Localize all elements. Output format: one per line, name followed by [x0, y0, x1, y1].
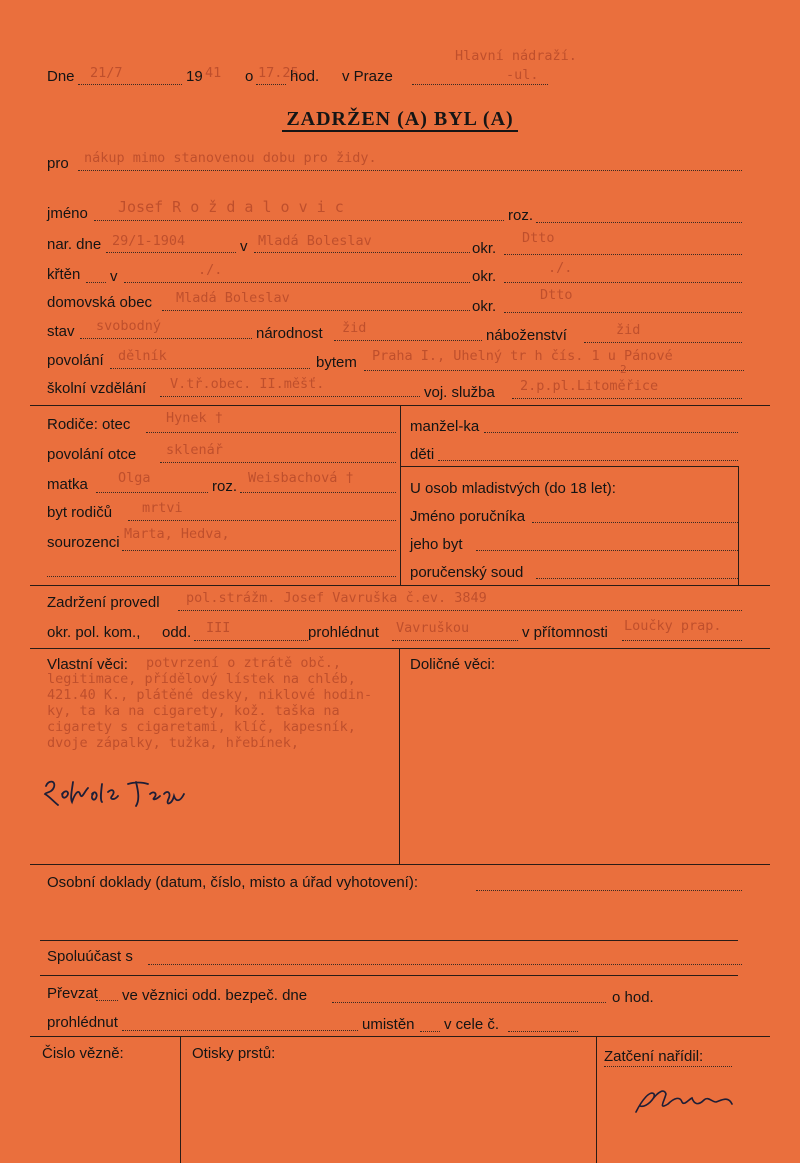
otec-line	[146, 432, 396, 433]
domovska-label: domovská obec	[47, 294, 153, 311]
spoluucast-label: Spoluúčast s	[47, 948, 133, 965]
year-value: 41	[205, 65, 222, 81]
povolani-otce-label: povolání otce	[47, 446, 137, 463]
doklady-label: Osobní doklady (datum, číslo, misto a úřad vyhotovení):	[47, 874, 419, 891]
matka-roz-label: roz.	[212, 478, 238, 495]
v-praze-label: v Praze	[342, 68, 393, 85]
krten-v-label: v	[110, 268, 118, 285]
spoluucast-line	[148, 964, 742, 965]
time-value: 17.25	[258, 65, 299, 81]
prevzat-label: Převzat	[47, 985, 98, 1002]
rule-doklady	[40, 940, 738, 941]
pritomnosti-label: v přítomnosti	[522, 624, 608, 641]
odd-value: III	[206, 620, 231, 636]
cele-label: v cele č.	[444, 1016, 500, 1033]
pro-value: nákup mimo stanovenou dobu pro židy.	[84, 150, 377, 166]
bytem-sup: 2	[620, 363, 627, 376]
pro-line	[78, 170, 742, 171]
povolani-line	[110, 368, 310, 369]
prohlednut-value: Vavruškou	[396, 620, 470, 636]
zatceni-line	[604, 1066, 732, 1067]
rule-bottom-box-top	[30, 1036, 770, 1037]
nar-v-label: v	[240, 238, 248, 255]
zatceni-label: Zatčení nařídil:	[604, 1048, 704, 1065]
deti-line	[438, 460, 738, 461]
jmeno-label: jméno	[47, 205, 88, 222]
pritomnosti-value: Loučky prap.	[624, 618, 722, 634]
voj-label: voj. služba	[424, 384, 495, 401]
bytem-value: Praha I., Uhelný tr h čís. 1 u Pánové	[372, 348, 673, 364]
otec-value: Hynek †	[166, 410, 223, 426]
soud-line	[536, 578, 738, 579]
stav-value: svobodný	[96, 318, 162, 334]
provedl-label: Zadržení provedl	[47, 594, 160, 611]
vlastni-label: Vlastní věci:	[47, 656, 128, 673]
prohlednut2-line	[122, 1030, 358, 1031]
krten-place-line	[124, 282, 470, 283]
okr-pol-label: okr. pol. kom.,	[47, 624, 141, 641]
matka-value: Olga	[118, 470, 151, 486]
prevzat-line	[96, 1000, 118, 1001]
place-line	[412, 84, 548, 85]
veznice-label: ve věznici odd. bezpeč. dne	[122, 987, 308, 1004]
odd-label: odd.	[162, 624, 192, 641]
povolani-label: povolání	[47, 352, 104, 369]
krten-okr-line	[504, 282, 742, 283]
veznice-line	[332, 1002, 606, 1003]
nar-place-value: Mladá Boleslav	[258, 233, 372, 249]
item-line: 421.40 K., plátěné desky, niklové hodin-	[47, 687, 373, 703]
o-hod-label: o hod.	[612, 989, 654, 1006]
otec-label: Rodiče: otec	[47, 416, 131, 433]
sourozenci-value: Marta, Hedva,	[124, 526, 230, 542]
dolicne-label: Doličné věci:	[410, 656, 496, 673]
place-value-1: Hlavní nádraží.	[455, 48, 577, 64]
otisky-label: Otisky prstů:	[192, 1045, 276, 1062]
vzdelani-label: školní vzdělání	[47, 380, 147, 397]
doklady-line	[476, 890, 742, 891]
nar-date-line	[106, 252, 236, 253]
rule-items-divider	[399, 648, 400, 864]
year-prefix: 19	[186, 68, 203, 85]
byt-value: mrtvi	[142, 500, 183, 516]
jeho-byt-line	[476, 550, 738, 551]
manzel-label: manžel-ka	[410, 418, 480, 435]
nar-date-value: 29/1-1904	[112, 233, 186, 249]
item-line: dvoje zápalky, tužka, hřebínek,	[47, 735, 299, 751]
povolani-value: dělník	[118, 348, 167, 364]
narodnost-label: národnost	[256, 325, 323, 342]
vzdelani-line	[160, 396, 420, 397]
item-line: legitimace, přídělový lístek na chléb,	[47, 671, 356, 687]
roz-line	[536, 222, 742, 223]
krten-okr-value: ./.	[548, 260, 573, 276]
krten-label: křtěn	[47, 266, 81, 283]
matka-roz-line	[240, 492, 396, 493]
manzel-line	[484, 432, 738, 433]
provedl-line	[178, 610, 742, 611]
matka-line	[96, 492, 208, 493]
vzdelani-value: V.tř.obec. II.měšť.	[170, 376, 325, 392]
officer-signature	[628, 1080, 748, 1120]
nar-place-line	[254, 252, 470, 253]
place-value-2: -ul.	[506, 67, 539, 83]
item-line: cigarety s cigaretami, klíč, kapesník,	[47, 719, 356, 735]
pro-label: pro	[47, 155, 69, 172]
povolani-otce-line	[160, 462, 396, 463]
domovska-okr-value: Dtto	[540, 287, 573, 303]
domovska-value: Mladá Boleslav	[176, 290, 290, 306]
krten-line	[86, 282, 106, 283]
rule-mladistvi	[400, 466, 738, 467]
dne-label: Dne	[47, 68, 75, 85]
jeho-byt-label: jeho byt	[410, 536, 463, 553]
prohlednut-line	[392, 640, 518, 641]
povolani-otce-value: sklenář	[166, 442, 223, 458]
nar-okr-value: Dtto	[522, 230, 555, 246]
domovska-line	[162, 310, 470, 311]
stav-line	[80, 338, 252, 339]
bytem-line	[364, 370, 744, 371]
roz-label: roz.	[508, 207, 534, 224]
hod-label: hod.	[290, 68, 320, 85]
soud-label: poručenský soud	[410, 564, 524, 581]
nar-okr-label: okr.	[472, 240, 497, 257]
voj-line	[512, 398, 742, 399]
odd-line	[194, 640, 308, 641]
rule-bottom-left	[180, 1036, 181, 1163]
nabozenstvi-value: žid	[616, 322, 641, 338]
domovska-okr-label: okr.	[472, 298, 497, 315]
narodnost-line	[334, 340, 482, 341]
provedl-value: pol.strážm. Josef Vavruška č.ev. 3849	[186, 590, 487, 606]
deti-label: děti	[410, 446, 435, 463]
nar-okr-line	[504, 254, 742, 255]
umisten-label: umistěn	[362, 1016, 415, 1033]
domovska-okr-line	[504, 312, 742, 313]
jmeno-line	[94, 220, 504, 221]
voj-value: 2.p.pl.Litoměřice	[520, 378, 659, 394]
mladistvi-label: U osob mladistvých (do 18 let):	[410, 480, 616, 497]
prohlednut2-label: prohlédnut	[47, 1014, 118, 1031]
sourozenci-label: sourozenci	[47, 534, 120, 551]
rule-mladistvi-right	[738, 466, 739, 586]
prisoner-signature	[40, 774, 240, 814]
o-label: o	[245, 68, 254, 85]
rule-items-bottom	[30, 864, 770, 865]
narodnost-value: žid	[342, 320, 367, 336]
matka-roz-value: Weisbachová †	[248, 470, 354, 486]
krten-okr-label: okr.	[472, 268, 497, 285]
date-line	[78, 84, 182, 85]
cele-line	[508, 1031, 578, 1032]
item-line: ky, ta ka na cigarety, kož. taška na	[47, 703, 340, 719]
sourozenci-line-2	[47, 576, 396, 577]
stav-label: stav	[47, 323, 75, 340]
jmeno-value: Josef R o ž d a l o v i c	[118, 198, 344, 216]
item-line: potvrzení o ztrátě obč.,	[146, 655, 342, 671]
krten-value: ./.	[198, 262, 223, 278]
nabozenstvi-label: náboženství	[486, 327, 567, 344]
rule-bottom-right	[596, 1036, 597, 1163]
porucnik-line	[532, 522, 738, 523]
date-value: 21/7	[90, 65, 123, 81]
nabozenstvi-line	[584, 342, 742, 343]
sourozenci-line	[122, 550, 396, 551]
time-line	[256, 84, 286, 85]
matka-label: matka	[47, 476, 88, 493]
porucnik-label: Jméno poručníka	[410, 508, 526, 525]
bytem-label: bytem	[316, 354, 357, 371]
cislo-label: Čislo vězně:	[42, 1045, 124, 1062]
nar-label: nar. dne	[47, 236, 102, 253]
rule-items-top	[30, 648, 770, 649]
rule-parents-divider	[400, 405, 401, 585]
rule-spoluucast	[40, 975, 738, 976]
byt-line	[128, 520, 396, 521]
byt-label: byt rodičů	[47, 504, 113, 521]
pritomnosti-line	[622, 640, 742, 641]
form-title: ZADRŽEN (A) BYL (A)	[0, 108, 800, 131]
prohlednut-label: prohlédnut	[308, 624, 379, 641]
rule-parents-bottom	[30, 585, 770, 586]
umisten-line	[420, 1031, 440, 1032]
